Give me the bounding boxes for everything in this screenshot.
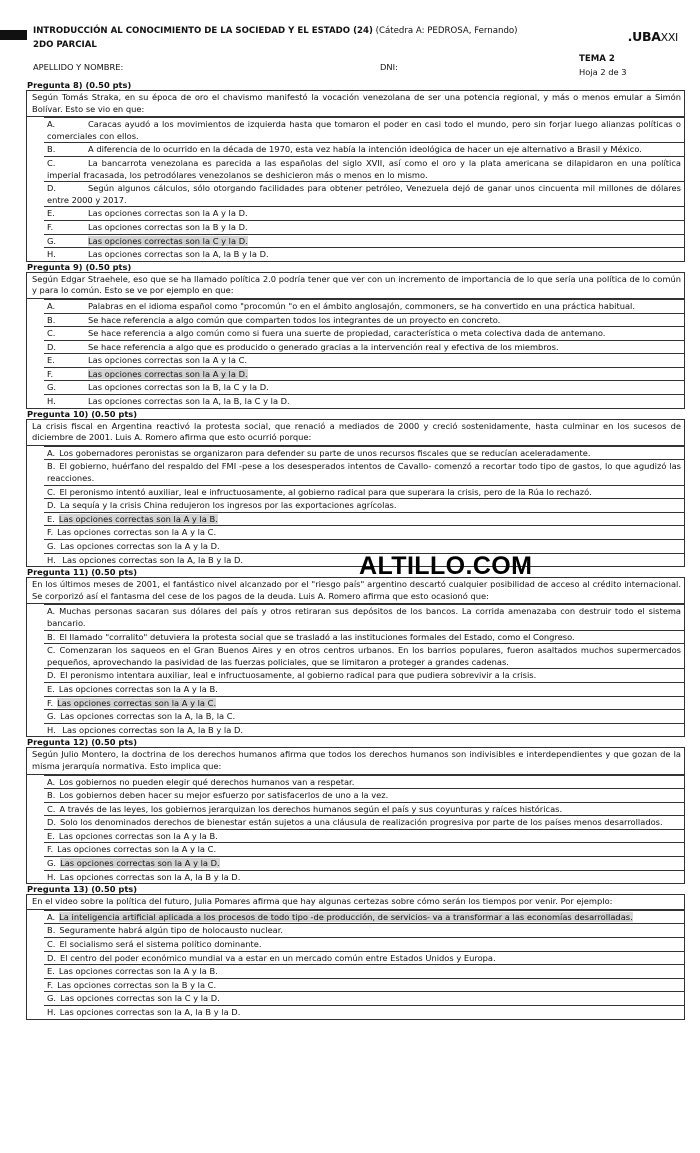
option-text: Las opciones correctas son la A, la B, la C y la D. <box>88 396 290 407</box>
answer-option[interactable] <box>44 156 684 181</box>
option-text: Las opciones correctas son la C y la D. <box>88 235 248 246</box>
page-indicator: Hoja 2 de 3 <box>579 67 627 77</box>
answer-option[interactable] <box>44 723 684 737</box>
option-letter: B. <box>47 314 56 325</box>
answer-option[interactable] <box>44 340 684 354</box>
option-letter: F. <box>47 979 54 990</box>
answer-option[interactable] <box>44 829 684 843</box>
option-letter: D. <box>47 183 57 194</box>
question-title: Pregunta 9) (0.50 pts) <box>27 261 132 272</box>
option-letter: D. <box>47 500 57 511</box>
option-text: Las opciones correctas son la A y la D. <box>88 368 248 379</box>
option-text: Las opciones correctas son la A y la C. <box>88 355 248 366</box>
option-text: Las opciones correctas son la A, la B y la D. <box>59 1007 241 1017</box>
exam-name: 2DO PARCIAL <box>33 40 97 50</box>
answer-option[interactable] <box>44 299 684 313</box>
answer-option[interactable] <box>44 604 684 629</box>
option-letter: B. <box>47 144 56 155</box>
option-text: A diferencia de lo ocurrido en la década de 1970, esta vez había la intención ideológica de hacer un eje alternativo a Brasil y México. <box>88 144 642 155</box>
option-letter: E. <box>47 355 55 366</box>
answer-option[interactable] <box>44 842 684 856</box>
option-letter: C. <box>47 645 56 656</box>
answer-option[interactable] <box>44 682 684 696</box>
question-stem: En los últimos meses de 2001, el fantástico nivel alcanzado por el "riesgo país" argentino descartó cualquier posibilidad de acceso al crédito internacional. Se corporizó así el fantasma del cese de los pagos de la deuda. Luis A. Romero afirma que esto ocasionó que: <box>27 578 684 604</box>
answer-option[interactable] <box>44 802 684 816</box>
option-text: Las opciones correctas son la A y la C. <box>57 697 217 708</box>
option-text: Las opciones correctas son la A y la C. <box>57 527 217 538</box>
option-text: Los gobernadores peronistas se organizaron para defender su parte de unos recursos fiscales que se reducían aceleradamente. <box>59 447 591 458</box>
option-letter: E. <box>47 513 55 524</box>
question-box <box>26 419 685 568</box>
option-letter: G. <box>47 382 57 393</box>
answer-option[interactable] <box>44 788 684 802</box>
question-box <box>26 747 685 884</box>
option-letter: E. <box>47 208 55 219</box>
option-text: El gobierno, huérfano del respaldo del FMI -pese a los desesperados intentos de Cavallo- comenzó a recortar todo tipo de gastos, lo que agudizó las reacciones. <box>47 461 681 484</box>
answer-option[interactable] <box>44 951 684 965</box>
answer-option[interactable] <box>44 991 684 1005</box>
question-stem: En el video sobre la política del futuro, Julia Pomares afirma que hay algunas certezas sobre cómo serán los tiempos por venir. Por ejemplo: <box>27 895 684 910</box>
option-text: Las opciones correctas son la A, la B y la D. <box>59 554 243 565</box>
question-title: Pregunta 11) (0.50 pts) <box>27 567 138 578</box>
black-marker-bar <box>0 30 27 40</box>
option-letter: C. <box>47 803 56 814</box>
answer-option[interactable] <box>44 512 684 526</box>
option-letter: A. <box>47 447 56 458</box>
option-letter: A. <box>47 606 56 617</box>
uba-xxi-logo <box>628 29 678 44</box>
answer-option[interactable] <box>44 313 684 327</box>
option-letter: F. <box>47 697 54 708</box>
option-letter: A. <box>47 911 56 922</box>
option-letter: G. <box>47 541 57 551</box>
option-text: Las opciones correctas son la A y la C. <box>57 844 217 855</box>
question-title: Pregunta 10) (0.50 pts) <box>27 408 138 419</box>
answer-option[interactable] <box>44 923 684 937</box>
option-text: Las opciones correctas son la A, la B y la D. <box>59 724 243 735</box>
question-box <box>26 577 685 737</box>
question-box <box>26 272 685 409</box>
option-letter: D. <box>47 817 57 828</box>
answer-option[interactable] <box>44 206 684 220</box>
answer-option[interactable] <box>44 234 684 248</box>
option-text: La bancarrota venezolana es parecida a las españolas del siglo XVII, así como el oro y la plata americana se dilapidaron en una política imperial fracasada, los petrodólares venezolanos se deshicieron más o menos en lo mismo. <box>47 157 681 180</box>
option-text: Las opciones correctas son la A y la B. <box>58 683 218 694</box>
question-stem: Según Edgar Straehele, eso que se ha llamado política 2.0 podría tener que ver con un incremento de importancia de lo que sería una política de lo común y para lo común. Esto se ve por ejemplo en que: <box>27 273 684 299</box>
logo-main: .UBA <box>627 29 661 44</box>
option-letter: G. <box>47 993 57 1004</box>
option-text: Las opciones correctas son la A y la D. <box>60 541 220 551</box>
answer-option[interactable] <box>44 353 684 367</box>
option-letter: H. <box>47 871 56 882</box>
option-letter: D. <box>47 952 57 963</box>
answer-option[interactable] <box>44 815 684 829</box>
option-letter: F. <box>47 221 54 232</box>
answer-option[interactable] <box>44 459 684 484</box>
option-text: Los gobiernos deben hacer su mejor esfuerzo por satisfacerlos de uno a la vez. <box>59 790 389 801</box>
option-letter: F. <box>47 368 54 379</box>
answer-option[interactable] <box>44 247 684 261</box>
option-text: Seguramente habrá algún tipo de holocausto nuclear. <box>59 925 284 936</box>
watermark: ALTILLO.COM <box>359 552 533 580</box>
answer-option[interactable] <box>44 446 684 460</box>
question-title: Pregunta 12) (0.50 pts) <box>27 737 138 748</box>
option-letter: E. <box>47 683 55 694</box>
option-letter: B. <box>47 790 56 801</box>
option-text: Caracas ayudó a los movimientos de izquierda hasta que tomaron el poder en casi todo el mundo, pero sin forjar luego alianzas políticas o comerciales con ellos. <box>47 119 681 141</box>
option-letter: A. <box>47 776 56 787</box>
answer-option[interactable] <box>44 709 684 723</box>
option-text: Solo los denominados derechos de bienestar están sujetos a una cláusula de realización progresiva por parte de los países menos desarrollados. <box>60 817 663 828</box>
option-letter: B. <box>47 631 56 642</box>
catedra: (Cátedra A: PEDROSA, Fernando) <box>375 26 518 36</box>
option-text: A través de las leyes, los gobiernos jerarquizan los derechos humanos según el país y sus coyunturas y raíces históricas. <box>59 803 563 814</box>
option-letter: B. <box>47 925 56 936</box>
option-text: El socialismo será el sistema político dominante. <box>59 939 262 950</box>
option-text: Se hace referencia a algo que es producido o generado gracias a la intervención real y efectiva de los miembros. <box>88 341 559 352</box>
dni-label: DNI: <box>380 62 398 72</box>
question-title: Pregunta 8) (0.50 pts) <box>27 80 132 90</box>
answer-option[interactable] <box>44 485 684 499</box>
option-letter: D. <box>47 670 57 681</box>
option-letter: H. <box>47 1007 56 1017</box>
option-letter: F. <box>47 527 54 538</box>
option-text: Los gobiernos no pueden elegir qué derechos humanos van a respetar. <box>59 776 355 787</box>
option-text: La sequía y la crisis China redujeron los ingresos por las exportaciones agrícolas. <box>60 500 397 511</box>
option-letter: F. <box>47 844 54 855</box>
answer-option[interactable] <box>44 964 684 978</box>
option-text: Las opciones correctas son la B, la C y la D. <box>88 382 269 393</box>
answer-option[interactable] <box>44 142 684 156</box>
answer-option[interactable] <box>44 181 684 206</box>
option-text: Muchas personas sacaran sus dólares del país y otros retiraran sus depósitos de los bancos. La corrida amenazaba con destruir todo el sistema bancario. <box>47 606 681 628</box>
course-title <box>33 26 553 36</box>
option-text: El centro del poder económico mundial va a estar en un mercado común entre Estados Unidos y Europa. <box>60 952 496 963</box>
answer-option[interactable] <box>44 643 684 668</box>
option-letter: H. <box>47 249 56 260</box>
option-letter: G. <box>47 711 57 722</box>
option-letter: G. <box>47 858 57 869</box>
option-text: Palabras en el idioma español como "procomún "o en el ámbito anglosajón, commoners, se ha convertido en una práctica habitual. <box>88 300 635 311</box>
option-text: Las opciones correctas son la A y la B. <box>58 513 218 524</box>
answer-option[interactable] <box>44 775 684 789</box>
option-text: Se hace referencia a algo común como si fuera una suerte de propiedad, característica o meta colectiva dada de antemano. <box>88 328 606 339</box>
option-text: Comenzaran los saqueos en el Gran Buenos Aires y en otros centros urbanos. En los barrios populares, fueron asaltados muchos supermercados pequeños, aprovechando la pasividad de las fuerzas policiales, que se limitaron a proteger a grandes cadenas. <box>47 645 681 667</box>
option-letter: B. <box>47 461 56 472</box>
answer-option[interactable] <box>44 696 684 710</box>
question-box <box>26 90 685 262</box>
answer-option[interactable] <box>44 870 684 884</box>
option-letter: H. <box>47 396 56 407</box>
answer-option[interactable] <box>44 539 684 553</box>
option-letter: C. <box>47 486 56 497</box>
option-letter: E. <box>47 966 55 977</box>
questions-area <box>26 80 685 1020</box>
course-name: INTRODUCCIÓN AL CONOCIMIENTO DE LA SOCIEDAD Y EL ESTADO (24) <box>33 26 373 36</box>
option-text: Las opciones correctas son la A y la B. <box>58 966 218 977</box>
answer-option[interactable] <box>44 525 684 539</box>
option-letter: C. <box>47 328 56 339</box>
answer-option[interactable] <box>44 367 684 381</box>
question-title: Pregunta 13) (0.50 pts) <box>27 884 138 895</box>
apellido-label: APELLIDO Y NOMBRE: <box>33 62 124 72</box>
answer-option[interactable] <box>44 220 684 234</box>
answer-option[interactable] <box>44 630 684 644</box>
option-text: Se hace referencia a algo común que comparten todos los integrantes de un proyecto en concreto. <box>88 314 501 325</box>
option-text: Las opciones correctas son la A y la D. <box>60 858 220 869</box>
option-text: Según algunos cálculos, sólo otorgando facilidades para obtener petróleo, Venezuela dejó de ganar unos cincuenta mil millones de dólares entre 2000 y 2017. <box>47 183 681 205</box>
option-text: El peronismo intentó auxiliar, leal e infructuosamente, al gobierno radical para que superara la crisis, pero de la Rúa lo rechazó. <box>59 486 592 497</box>
answer-option[interactable] <box>44 978 684 992</box>
option-letter: H. <box>47 724 56 735</box>
option-letter: C. <box>47 157 56 168</box>
option-text: Las opciones correctas son la B y la C. <box>57 979 217 990</box>
option-text: El llamado "corralito" detuviera la protesta social que se trasladó a las instituciones formales del Estado, como el Congreso. <box>59 631 575 642</box>
option-letter: C. <box>47 939 56 950</box>
option-letter: E. <box>47 830 55 841</box>
answer-option[interactable] <box>44 1005 684 1019</box>
question-box <box>26 894 685 1019</box>
option-text: Las opciones correctas son la A, la B y la D. <box>88 249 269 260</box>
answer-option[interactable] <box>44 856 684 870</box>
option-text: Las opciones correctas son la A y la D. <box>88 208 248 219</box>
option-text: La inteligencia artificial aplicada a los procesos de todo tipo -de producción, de servicios- va a transformar a las economías desarrolladas. <box>59 911 633 922</box>
option-letter: A. <box>47 119 56 130</box>
answer-option[interactable] <box>44 937 684 951</box>
question-stem: Según Tomás Straka, en su época de oro el chavismo manifestó la vocación venezolana de ser una potencia regional, y más o menos emular a Simón Bolívar. Esto se vio en que: <box>27 91 684 117</box>
option-text: Las opciones correctas son la A, la B y la D. <box>59 871 241 882</box>
option-letter: A. <box>47 300 56 311</box>
question-stem: La crisis fiscal en Argentina reactivó la protesta social, que renació a mediados de 2000 y creció sostenidamente, hasta culminar en los sucesos de diciembre de 2001. Luis A. Romero afirma que esto ocurrió porque: <box>27 420 684 446</box>
option-text: Las opciones correctas son la A, la B, la C. <box>60 711 236 722</box>
answer-option[interactable] <box>44 380 684 394</box>
option-letter: D. <box>47 341 57 352</box>
answer-option[interactable] <box>44 326 684 340</box>
question-stem: Según Julio Montero, la doctrina de los derechos humanos afirma que todos los derechos humanos son indivisibles e interdependientes y que gozan de la misma jerarquía normativa. Esto implica que: <box>27 748 684 774</box>
option-text: Las opciones correctas son la A y la B. <box>58 830 218 841</box>
option-letter: H. <box>47 554 56 565</box>
logo-suffix: XXI <box>660 31 678 44</box>
option-text: Las opciones correctas son la B y la D. <box>88 221 248 232</box>
tema-label: TEMA 2 <box>579 54 615 64</box>
answer-option[interactable] <box>44 498 684 512</box>
answer-option[interactable] <box>44 394 684 408</box>
answer-option[interactable] <box>44 117 684 142</box>
option-text: El peronismo intentara auxiliar, leal e infructuosamente, al gobierno radical para que pudiera sobrevivir a la crisis. <box>60 670 537 681</box>
answer-option[interactable] <box>44 668 684 682</box>
option-letter: G. <box>47 235 57 246</box>
option-text: Las opciones correctas son la C y la D. <box>60 993 220 1004</box>
answer-option[interactable] <box>44 910 684 924</box>
